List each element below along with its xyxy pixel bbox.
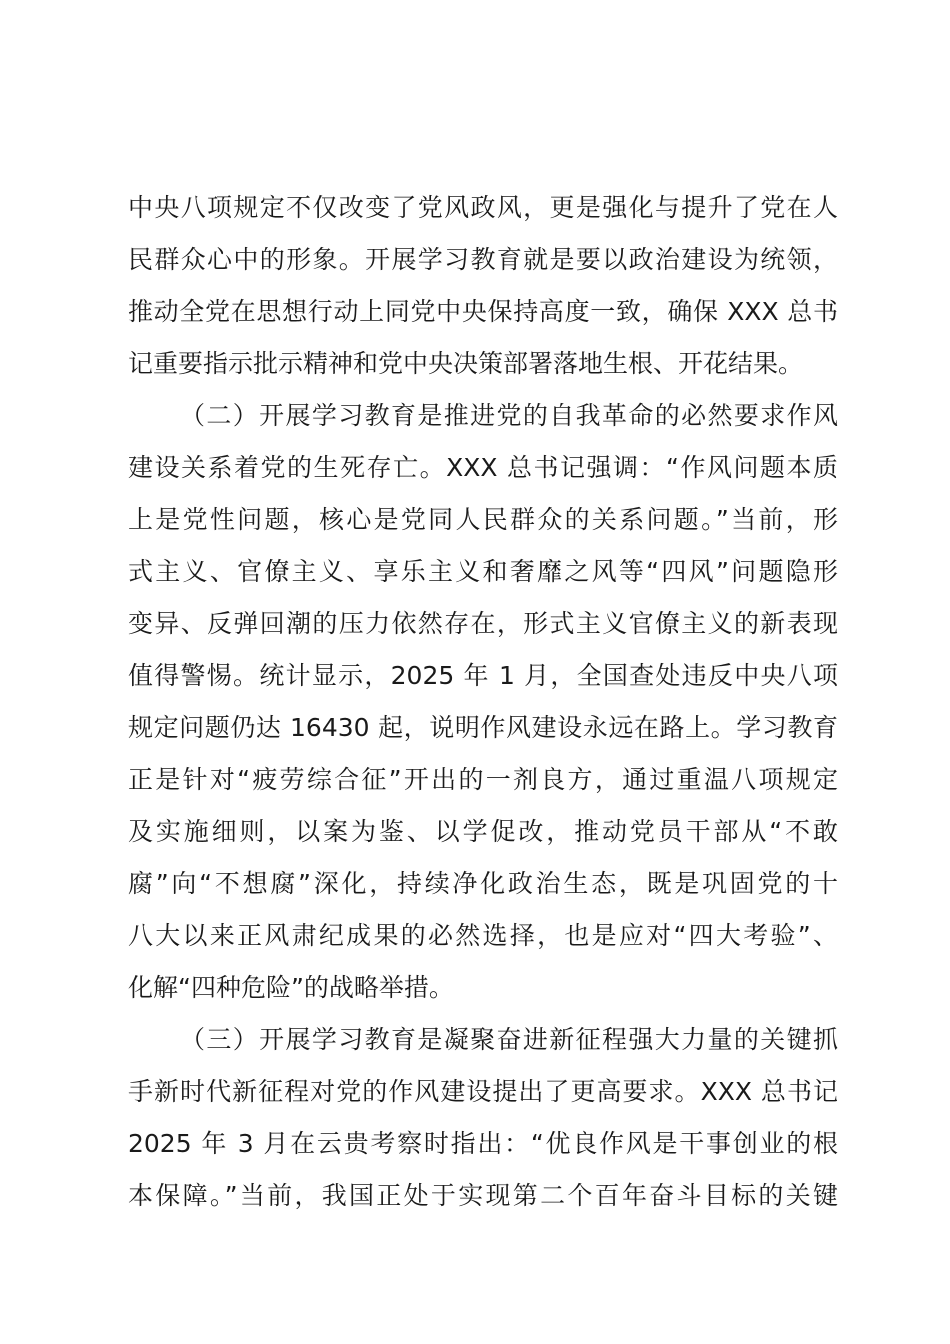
text-line: 本保障。”当前，我国正处于实现第二个百年奋斗目标的关键 bbox=[128, 1181, 838, 1210]
text-line: 腐”向“不想腐”深化，持续净化政治生态，既是巩固党的十 bbox=[128, 869, 838, 898]
text-line: （二）开展学习教育是推进党的自我革命的必然要求作风 bbox=[180, 401, 838, 430]
paragraph-1 bbox=[128, 182, 838, 390]
text-line: 建设关系着党的生死存亡。XXX 总书记强调：“作风问题本质 bbox=[128, 453, 838, 482]
text-line: 正是针对“疲劳综合征”开出的一剂良方，通过重温八项规定 bbox=[128, 765, 838, 794]
paragraph-3 bbox=[128, 1014, 838, 1222]
text-line: 化解“四种危险”的战略举措。 bbox=[128, 973, 454, 1002]
text-line: 上是党性问题，核心是党同人民群众的关系问题。”当前，形 bbox=[128, 505, 838, 534]
text-line: 中央八项规定不仅改变了党风政风，更是强化与提升了党在人 bbox=[128, 193, 838, 222]
text-line: 及实施细则，以案为鉴、以学促改，推动党员干部从“不敢 bbox=[128, 817, 838, 846]
text-line: 规定问题仍达 16430 起，说明作风建设永远在路上。学习教育 bbox=[128, 713, 838, 742]
text-line: 记重要指示批示精神和党中央决策部署落地生根、开花结果。 bbox=[128, 349, 804, 378]
text-line: 手新时代新征程对党的作风建设提出了更高要求。XXX 总书记 bbox=[128, 1077, 838, 1106]
document-body bbox=[128, 182, 838, 1222]
text-line: 民群众心中的形象。开展学习教育就是要以政治建设为统领， bbox=[128, 245, 838, 274]
text-line: 变异、反弹回潮的压力依然存在，形式主义官僚主义的新表现 bbox=[128, 609, 838, 638]
text-line: 式主义、官僚主义、享乐主义和奢靡之风等“四风”问题隐形 bbox=[128, 557, 838, 586]
text-line: 八大以来正风肃纪成果的必然选择，也是应对“四大考验”、 bbox=[128, 921, 838, 950]
text-line: 推动全党在思想行动上同党中央保持高度一致，确保 XXX 总书 bbox=[128, 297, 838, 326]
text-line: （三）开展学习教育是凝聚奋进新征程强大力量的关键抓 bbox=[180, 1025, 838, 1054]
paragraph-2 bbox=[128, 390, 838, 1014]
text-line: 值得警惕。统计显示，2025 年 1 月，全国查处违反中央八项 bbox=[128, 661, 838, 690]
text-line: 2025 年 3 月在云贵考察时指出：“优良作风是干事创业的根 bbox=[128, 1129, 838, 1158]
